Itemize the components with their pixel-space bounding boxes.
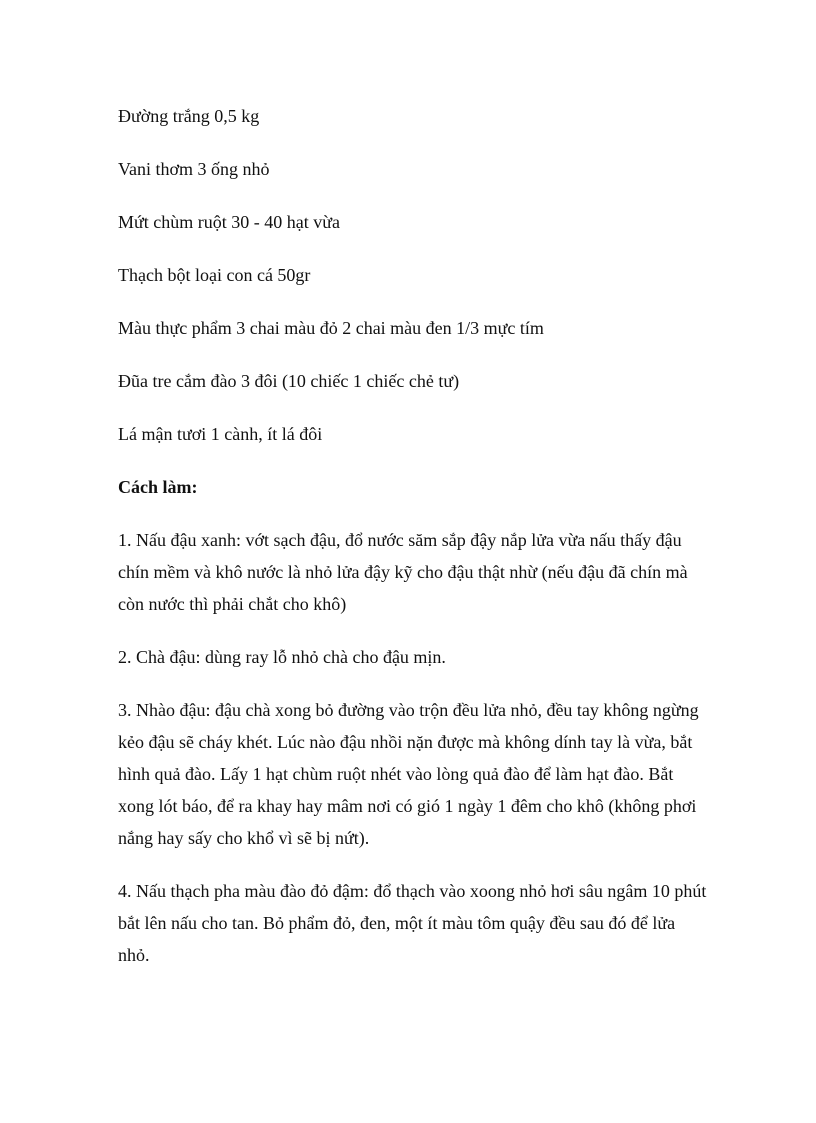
method-step: 4. Nấu thạch pha màu đào đỏ đậm: đổ thạch vào xoong nhỏ hơi sâu ngâm 10 phút bắt lên nấu cho tan. Bỏ phẩm đỏ, đen, một ít màu tôm quậy đều sau đó để lửa nhỏ. bbox=[118, 881, 707, 965]
ingredient-line: Vani thơm 3 ống nhỏ bbox=[118, 159, 270, 179]
method-heading: Cách làm: bbox=[118, 477, 198, 497]
ingredient-line: Màu thực phẩm 3 chai màu đỏ 2 chai màu đen 1/3 mực tím bbox=[118, 318, 544, 338]
ingredient-line: Lá mận tươi 1 cành, ít lá đôi bbox=[118, 424, 323, 444]
ingredient-line: Mứt chùm ruột 30 - 40 hạt vừa bbox=[118, 212, 340, 232]
document-body bbox=[118, 100, 708, 992]
method-step: 2. Chà đậu: dùng ray lỗ nhỏ chà cho đậu mịn. bbox=[118, 647, 446, 667]
method-step: 3. Nhào đậu: đậu chà xong bỏ đường vào trộn đều lửa nhỏ, đều tay không ngừng kẻo đậu sẽ cháy khét. Lúc nào đậu nhồi nặn được mà không dính tay là vừa, bắt hình quả đào. Lấy 1 hạt chùm ruột nhét vào lòng quả đào để làm hạt đào. Bắt xong lót báo, để ra khay hay mâm nơi có gió 1 ngày 1 đêm cho khô (không phơi nắng hay sấy cho khổ vì sẽ bị nứt). bbox=[118, 700, 699, 848]
method-step: 1. Nấu đậu xanh: vớt sạch đậu, đổ nước săm sắp đậy nắp lửa vừa nấu thấy đậu chín mềm và khô nước là nhỏ lửa đậy kỹ cho đậu thật nhừ (nếu đậu đã chín mà còn nước thì phải chắt cho khô) bbox=[118, 530, 688, 614]
ingredient-line: Đũa tre cắm đào 3 đôi (10 chiếc 1 chiếc chẻ tư) bbox=[118, 371, 460, 391]
ingredient-line: Đường trắng 0,5 kg bbox=[118, 106, 260, 126]
ingredient-line: Thạch bột loại con cá 50gr bbox=[118, 265, 311, 285]
